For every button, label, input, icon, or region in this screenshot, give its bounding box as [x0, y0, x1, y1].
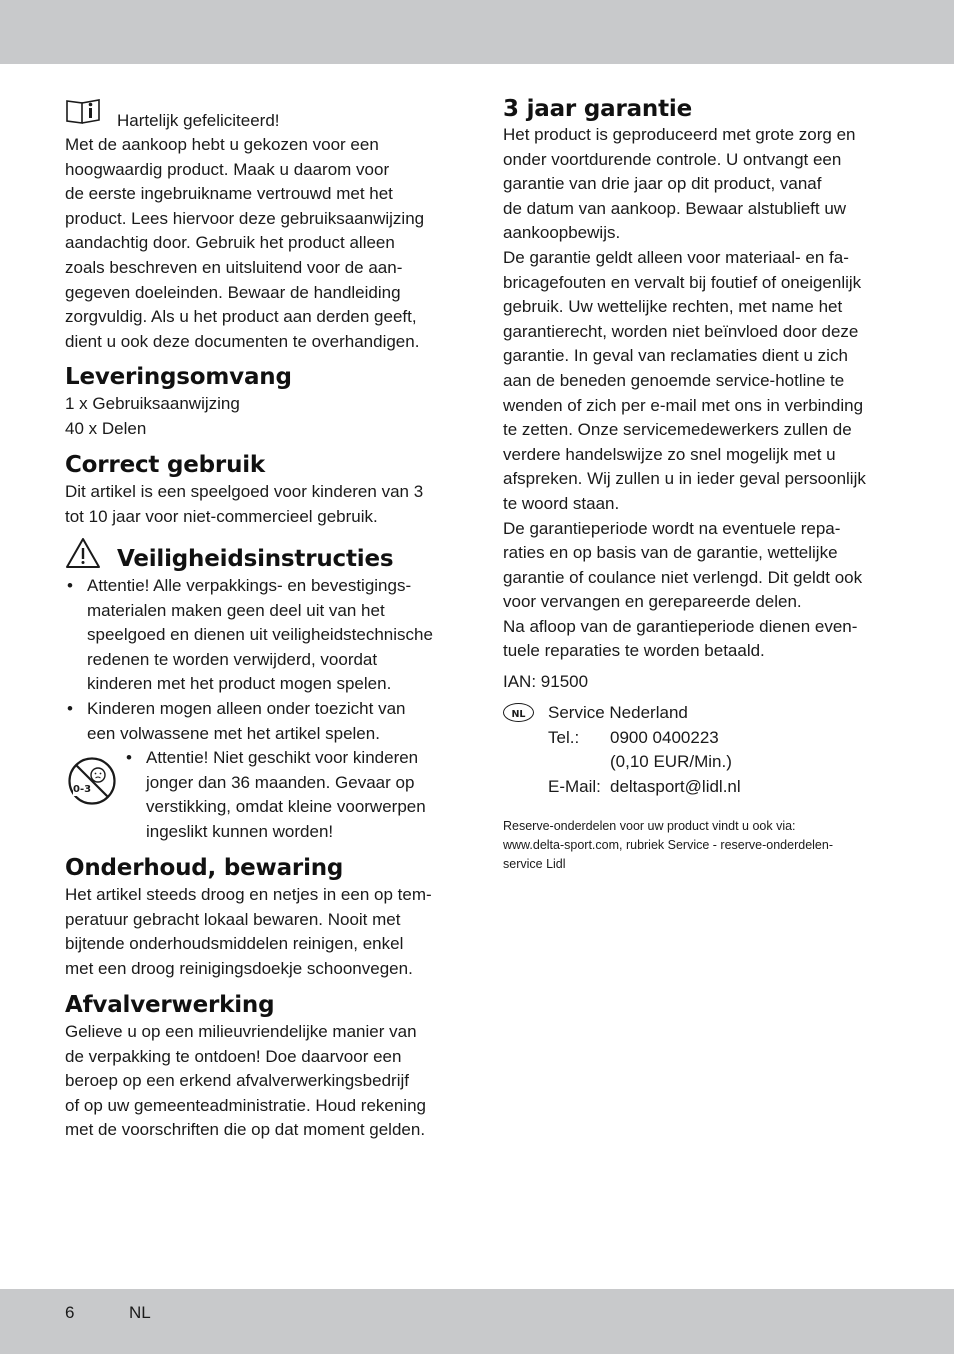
text-line: ingeslikt kunnen worden!	[146, 821, 334, 841]
intended-use-heading: Correct gebruik	[65, 452, 266, 478]
text-line: bricagefouten en vervalt bij foutief of oneigenlijk	[503, 272, 862, 292]
text-line: de eerste ingebruikname vertrouwd met het	[65, 184, 393, 204]
ian-number: IAN: 91500	[503, 672, 589, 691]
text-line: garantie. In geval van reclamaties dient u zich	[503, 346, 848, 366]
text-line: met een droog reinigingsdoekje schoonvegen.	[65, 958, 413, 978]
text-line: speelgoed en dienen uit veiligheidstechnische	[87, 625, 433, 645]
text-line: dient u ook deze documenten te overhandigen.	[65, 331, 420, 351]
text-line: de datum van aankoop. Bewaar alstublieft uw	[503, 198, 847, 218]
text-line: te zetten. Onze servicemedewerkers zullen de	[503, 420, 852, 440]
text-line: te woord staan.	[503, 493, 620, 513]
country-badge-label: NL	[511, 709, 526, 720]
text-line: garantie van drie jaar op dit product, vanaf	[503, 174, 822, 194]
safety-bullet	[65, 574, 449, 697]
text-line: service Lidl	[503, 857, 566, 871]
text-line: zorgvuldig. Als u het product aan derden geeft,	[65, 307, 417, 327]
delivery-list	[65, 392, 240, 441]
text-line: tot 10 jaar voor niet-commercieel gebruik.	[65, 506, 378, 526]
text-line: aankoopbewijs.	[503, 223, 621, 243]
text-line: bijtende onderhoudsmiddelen reinigen, enkel	[65, 934, 404, 954]
text-line: • Attentie! Alle verpakkings- en bevestigings-	[87, 576, 412, 595]
text-line: Met de aankoop hebt u gekozen voor een	[65, 135, 379, 154]
text-line: • Kinderen mogen alleen onder toezicht van	[87, 698, 406, 718]
text-line: met de voorschriften die op dat moment gelden.	[65, 1120, 426, 1140]
warning-triangle-icon	[65, 537, 101, 569]
country-badge	[503, 703, 534, 722]
maintenance-heading: Onderhoud, bewaring	[65, 855, 344, 881]
text-line: Het artikel steeds droog en netjes in een op tem-	[65, 885, 432, 904]
email-label: E-Mail:	[548, 777, 601, 796]
text-line: Gelieve u op een milieuvriendelijke manier van	[65, 1022, 417, 1041]
text-line: wenden of zich per e-mail met ons in verbinding	[503, 395, 864, 415]
text-line: Het product is geproduceerd met grote zorg en	[503, 125, 856, 144]
text-line: hoogwaardig product. Maak u daarom voor	[65, 159, 390, 179]
text-line[interactable]: www.delta-sport.com, rubriek Service - reserve-onderdelen-	[503, 838, 833, 852]
text-line: De garantieperiode wordt na eventuele repa-	[503, 518, 841, 538]
language-code: NL	[129, 1303, 151, 1322]
text-line: 1 x Gebruiksaanwijzing	[65, 394, 240, 413]
text-line: materialen maken geen deel uit van het	[87, 600, 385, 620]
text-line: de verpakking te ontdoen! Doe daarvoor een	[65, 1046, 402, 1066]
text-line: aan de beneden genoemde service-hotline te	[503, 370, 845, 390]
text-line: raties en op basis van de garantie, wettelijke	[503, 543, 838, 563]
text-line: • Attentie! Niet geschikt voor kinderen	[146, 748, 419, 767]
age-label: 0-3	[73, 784, 92, 795]
text-line: verdere handelswijze zo snel mogelijk met u	[503, 444, 836, 464]
text-line: een volwassene met het artikel spelen.	[87, 723, 380, 743]
warranty-text	[503, 123, 893, 664]
text-line: garantierecht, worden niet beïnvloed door deze	[503, 321, 859, 341]
email-value[interactable]: deltasport@lidl.nl	[610, 777, 741, 796]
text-line: gegeven doeleinden. Bewaar de handleiding	[65, 282, 401, 302]
text-line: verstikking, omdat kleine voorwerpen	[146, 797, 426, 817]
tel-label: Tel.:	[548, 728, 580, 747]
delivery-heading: Leveringsomvang	[65, 364, 292, 390]
maintenance-text	[65, 883, 449, 981]
disposal-heading: Afvalverwerking	[65, 992, 275, 1018]
disposal-text	[65, 1020, 449, 1143]
header-band	[0, 0, 954, 64]
text-line: of op uw gemeenteadministratie. Houd rekening	[65, 1095, 426, 1115]
safety-list	[65, 574, 449, 746]
text-line: kinderen met het product mogen spelen.	[87, 674, 392, 694]
text-line: beroep op een erkend afvalverwerkingsbedrijf	[65, 1071, 409, 1091]
text-line: voor vervangen en gerepareerde delen.	[503, 592, 802, 612]
text-line: Na afloop van de garantieperiode dienen even-	[503, 616, 858, 636]
intended-use-text	[65, 480, 449, 529]
tel-rate: (0,10 EUR/Min.)	[610, 752, 732, 771]
text-line: garantie of coulance niet verlengd. Dit geldt ook	[503, 567, 863, 587]
tel-value: 0900 0400223	[610, 728, 719, 747]
text-line: De garantie geldt alleen voor materiaal- en fa-	[503, 247, 849, 267]
info-book-icon	[65, 98, 101, 124]
safety-heading: Veiligheidsinstructies	[117, 546, 394, 572]
text-line: peratuur gebracht lokaal bewaren. Nooit met	[65, 909, 401, 929]
age-restriction-icon	[67, 756, 117, 806]
text-line: 40 x Delen	[65, 418, 147, 438]
safety-bullet	[65, 697, 449, 746]
text-line: aandachtig door. Gebruik het product alleen	[65, 233, 395, 253]
intro-text	[65, 133, 449, 354]
text-line: Reserve-onderdelen voor uw product vindt u ook via:	[503, 819, 796, 833]
greeting: Hartelijk gefeliciteerd!	[117, 111, 280, 130]
page-number: 6	[65, 1303, 75, 1322]
spare-parts-note	[503, 817, 893, 874]
safety-list-age	[124, 746, 454, 844]
text-line: tuele reparaties te worden betaald.	[503, 641, 765, 661]
text-line: redenen te worden verwijderd, voordat	[87, 649, 378, 669]
warranty-heading: 3 jaar garantie	[503, 96, 692, 122]
text-line: zoals beschreven en uitsluitend voor de aan-	[65, 257, 403, 277]
text-line: onder voortdurende controle. U ontvangt een	[503, 149, 842, 169]
text-line: jonger dan 36 maanden. Gevaar op	[146, 772, 415, 792]
text-line: product. Lees hiervoor deze gebruiksaanwijzing	[65, 208, 425, 228]
service-title: Service Nederland	[548, 703, 688, 722]
text-line: afspreken. Wij zullen u in ieder geval persoonlijk	[503, 469, 866, 489]
text-line: gebruik. Uw wettelijke rechten, met name het	[503, 297, 843, 317]
text-line: Dit artikel is een speelgoed voor kinderen van 3	[65, 482, 424, 501]
safety-bullet	[124, 746, 454, 844]
